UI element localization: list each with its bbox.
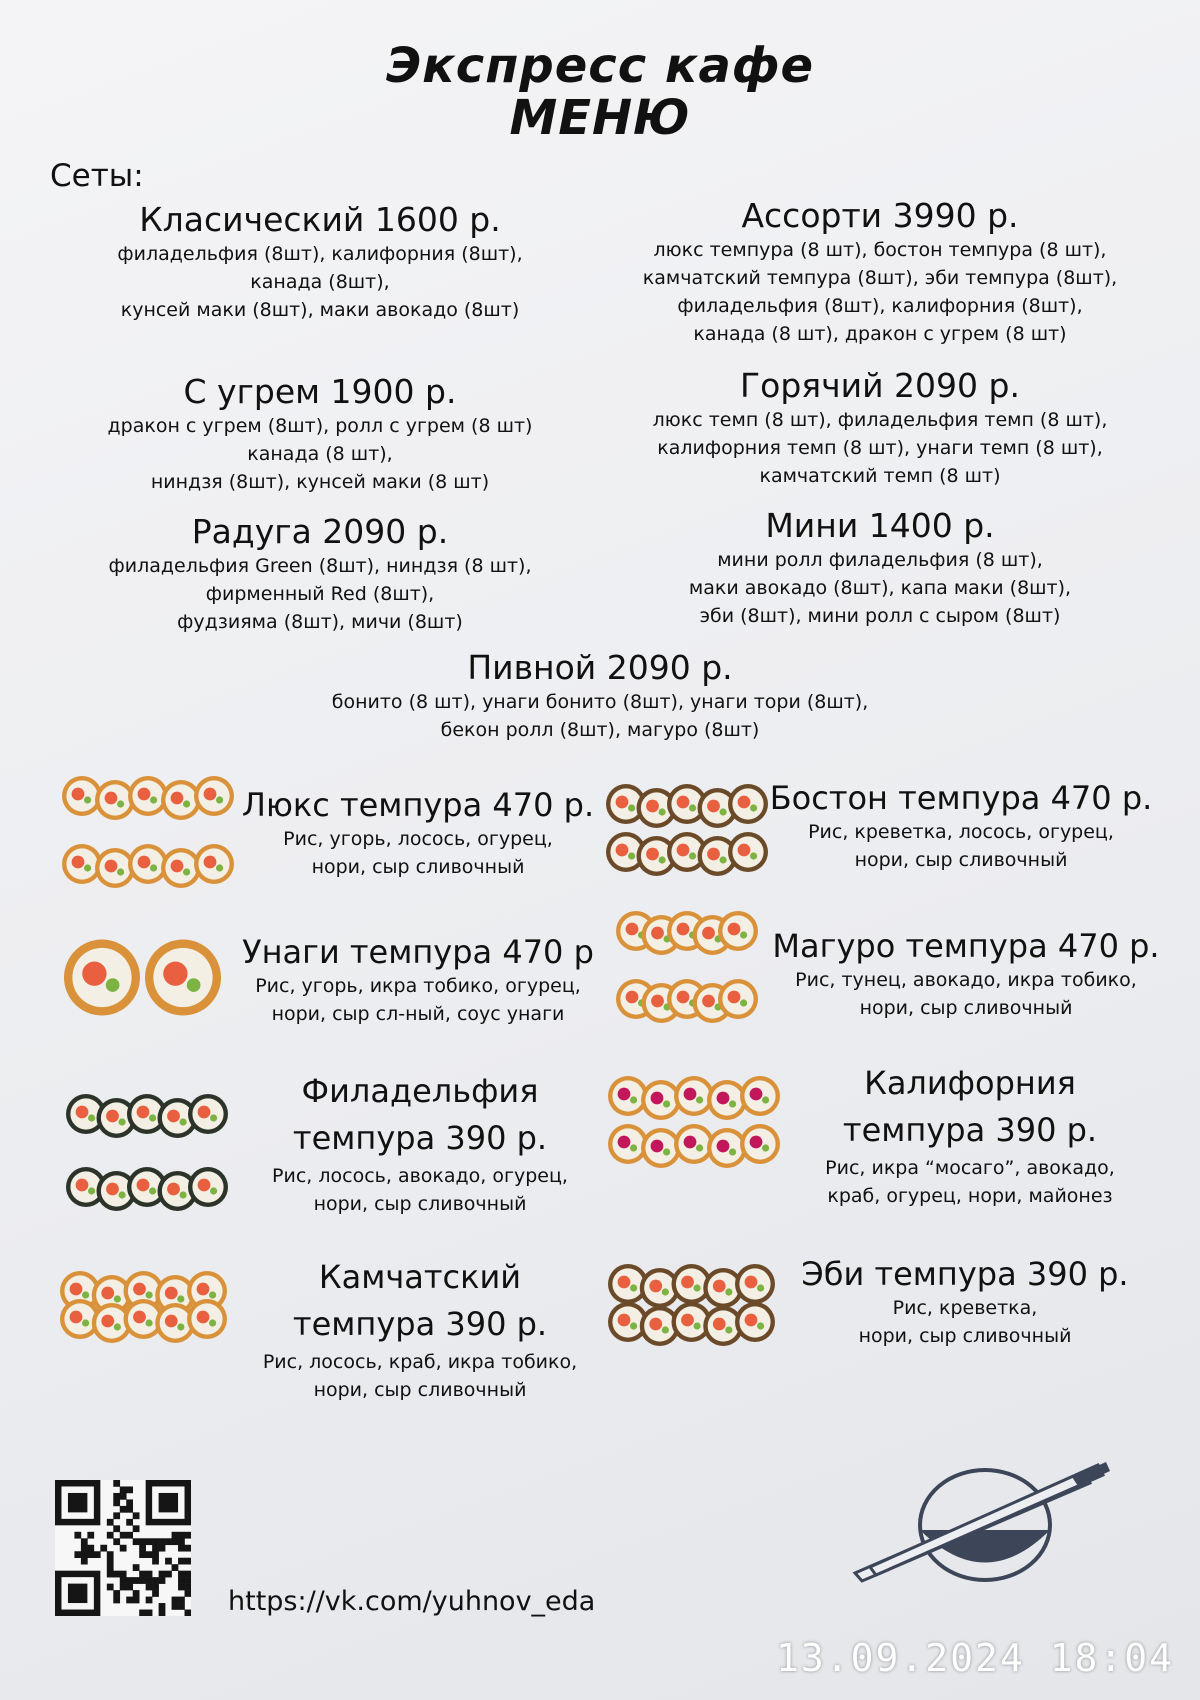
set-line: калифорния темп (8 шт), унаги темп (8 шт), xyxy=(657,437,1103,459)
set-line: филадельфия (8шт), калифорния (8шт), xyxy=(117,243,523,265)
set-title: Ассорти 3990 р. xyxy=(741,196,1019,235)
item-ingredients: Рис, угорь, икра тобико, огурец, xyxy=(255,975,581,997)
roll-pieces xyxy=(66,1094,228,1211)
set-title: Радуга 2090 р. xyxy=(191,512,449,551)
roll-piece xyxy=(188,1094,228,1134)
set-line: филадельфия Green (8шт), ниндзя (8 шт), xyxy=(108,555,532,577)
item-ingredients: Рис, креветка, лосось, огурец, xyxy=(808,821,1114,843)
set-line: фудзияма (8шт), мичи (8шт) xyxy=(177,611,463,633)
set-line: люкс темпура (8 шт), бостон темпура (8 шт), xyxy=(653,239,1107,261)
roll-pieces xyxy=(60,1271,227,1343)
item-ingredients: нори, сыр сливочный xyxy=(854,849,1068,871)
set-s-ugrem xyxy=(100,372,540,496)
set-line: бекон ролл (8шт), магуро (8шт) xyxy=(440,719,760,741)
set-title: Мини 1400 р. xyxy=(765,506,995,545)
item-california-tempura xyxy=(800,1060,1140,1210)
set-goryachiy xyxy=(630,366,1130,490)
roll-pieces xyxy=(616,911,758,1023)
item-ingredients: краб, огурец, нори, майонез xyxy=(827,1185,1113,1207)
roll-piece xyxy=(735,1264,775,1304)
set-line: дракон с угрем (8шт), ролл с угрем (8 шт) xyxy=(107,415,533,437)
item-ingredients: Рис, лосось, краб, икра тобико, xyxy=(262,1351,578,1373)
item-ingredients: нори, сыр сливочный xyxy=(313,1379,527,1401)
set-line: ниндзя (8шт), кунсей маки (8 шт) xyxy=(150,471,490,493)
roll-piece xyxy=(194,844,234,884)
kamchatskiy-tempura-photo xyxy=(56,1265,231,1345)
item-unagi-tempura xyxy=(238,932,598,1028)
qr-code-icon[interactable] xyxy=(55,1480,191,1616)
roll-piece xyxy=(194,776,234,816)
item-kamchatskiy-tempura xyxy=(250,1254,590,1404)
set-line: кунсей маки (8шт), маки авокадо (8шт) xyxy=(120,299,520,321)
roll-piece xyxy=(187,1299,227,1339)
maguro-tempura-photo xyxy=(612,905,762,1025)
set-line: бонито (8 шт), унаги бонито (8шт), унаги тори (8шт), xyxy=(331,691,869,713)
set-line: канада (8шт), xyxy=(250,271,390,293)
item-boston-tempura xyxy=(766,778,1156,874)
set-raduga xyxy=(100,512,540,636)
ebi-tempura-photo xyxy=(604,1258,779,1348)
set-klassicheskiy xyxy=(100,200,540,324)
set-assorti xyxy=(630,196,1130,348)
lyuks-tempura-photo xyxy=(58,770,238,890)
set-title: Горячий 2090 р. xyxy=(740,366,1020,405)
set-line: канада (8 шт), xyxy=(247,443,393,465)
set-line: камчатский темпура (8шт), эби темпура (8шт), xyxy=(642,267,1118,289)
item-maguro-tempura xyxy=(766,926,1166,1022)
sets-section-label: Сеты: xyxy=(50,158,144,194)
roll-pieces xyxy=(606,784,768,876)
roll-piece xyxy=(188,1167,228,1207)
item-title: темпура 390 р. xyxy=(842,1111,1098,1149)
roll-piece xyxy=(740,1076,780,1116)
item-ingredients: Рис, икра “мосаго”, авокадо, xyxy=(825,1157,1115,1179)
set-mini xyxy=(630,506,1130,630)
item-title: темпура 390 р. xyxy=(292,1119,548,1157)
unagi-tempura-photo xyxy=(60,930,225,1025)
roll-piece xyxy=(145,940,221,1016)
item-title: Калифорния xyxy=(864,1064,1076,1102)
set-line: камчатский темп (8 шт) xyxy=(759,465,1001,487)
set-line: фирменный Red (8шт), xyxy=(205,583,435,605)
roll-pieces xyxy=(62,776,234,888)
item-title: Бостон темпура 470 р. xyxy=(769,779,1153,817)
item-title: Магуро темпура 470 р. xyxy=(772,927,1160,965)
set-pivnoy xyxy=(300,648,900,744)
set-line: канада (8 шт), дракон с угрем (8 шт) xyxy=(693,323,1067,345)
item-ingredients: Рис, угорь, лосось, огурец, xyxy=(283,828,553,850)
cafe-title: Экспресс кафе xyxy=(385,38,815,94)
item-title: Камчатский xyxy=(318,1258,522,1296)
roll-piece xyxy=(718,911,758,951)
roll-piece xyxy=(740,1124,780,1164)
roll-pieces xyxy=(608,1264,775,1346)
item-ingredients: Рис, тунец, авокадо, икра тобико, xyxy=(795,969,1137,991)
roll-piece xyxy=(735,1302,775,1342)
item-title: Люкс темпура 470 р. xyxy=(241,786,595,824)
item-ingredients: Рис, лосось, авокадо, огурец, xyxy=(272,1165,568,1187)
set-line: эби (8шт), мини ролл с сыром (8шт) xyxy=(699,605,1061,627)
bowl-chopsticks-logo-icon xyxy=(850,1455,1130,1595)
set-line: мини ролл филадельфия (8 шт), xyxy=(717,549,1043,571)
california-tempura-photo xyxy=(604,1070,784,1170)
set-title: С угрем 1900 р. xyxy=(183,372,457,411)
roll-pieces xyxy=(64,940,221,1016)
item-title: Эби темпура 390 р. xyxy=(801,1255,1129,1293)
item-philadelphia-tempura xyxy=(250,1068,590,1218)
philadelphia-tempura-photo xyxy=(62,1088,232,1213)
set-title: Класический 1600 р. xyxy=(139,200,501,239)
item-title: Филадельфия xyxy=(301,1072,539,1110)
set-title: Пивной 2090 р. xyxy=(467,648,733,687)
roll-pieces xyxy=(608,1076,780,1168)
vk-link[interactable]: https://vk.com/yuhnov_eda xyxy=(228,1586,596,1617)
item-ingredients: нори, сыр сливочный xyxy=(311,856,525,878)
photo-timestamp: 13.09.2024 18:04 xyxy=(775,1636,1174,1680)
boston-tempura-photo xyxy=(602,778,772,878)
item-ingredients: нори, сыр сливочный xyxy=(313,1193,527,1215)
item-lyuks-tempura xyxy=(238,785,598,881)
roll-piece xyxy=(64,940,140,1016)
item-ingredients: нори, сыр сливочный xyxy=(858,1325,1072,1347)
set-line: филадельфия (8шт), калифорния (8шт), xyxy=(677,295,1083,317)
item-ingredients: Рис, креветка, xyxy=(892,1297,1038,1319)
roll-piece xyxy=(718,979,758,1019)
item-title: Унаги темпура 470 р xyxy=(242,933,594,971)
item-ingredients: нори, сыр сливочный xyxy=(859,997,1073,1019)
roll-piece xyxy=(728,784,768,824)
roll-piece xyxy=(728,832,768,872)
set-line: люкс темп (8 шт), филадельфия темп (8 шт), xyxy=(652,409,1108,431)
item-title: темпура 390 р. xyxy=(292,1305,548,1343)
item-ebi-tempura xyxy=(780,1254,1150,1350)
item-ingredients: нори, сыр сл-ный, соус унаги xyxy=(271,1003,565,1025)
set-line: маки авокадо (8шт), капа маки (8шт), xyxy=(688,577,1072,599)
menu-title: МЕНЮ xyxy=(509,90,691,146)
